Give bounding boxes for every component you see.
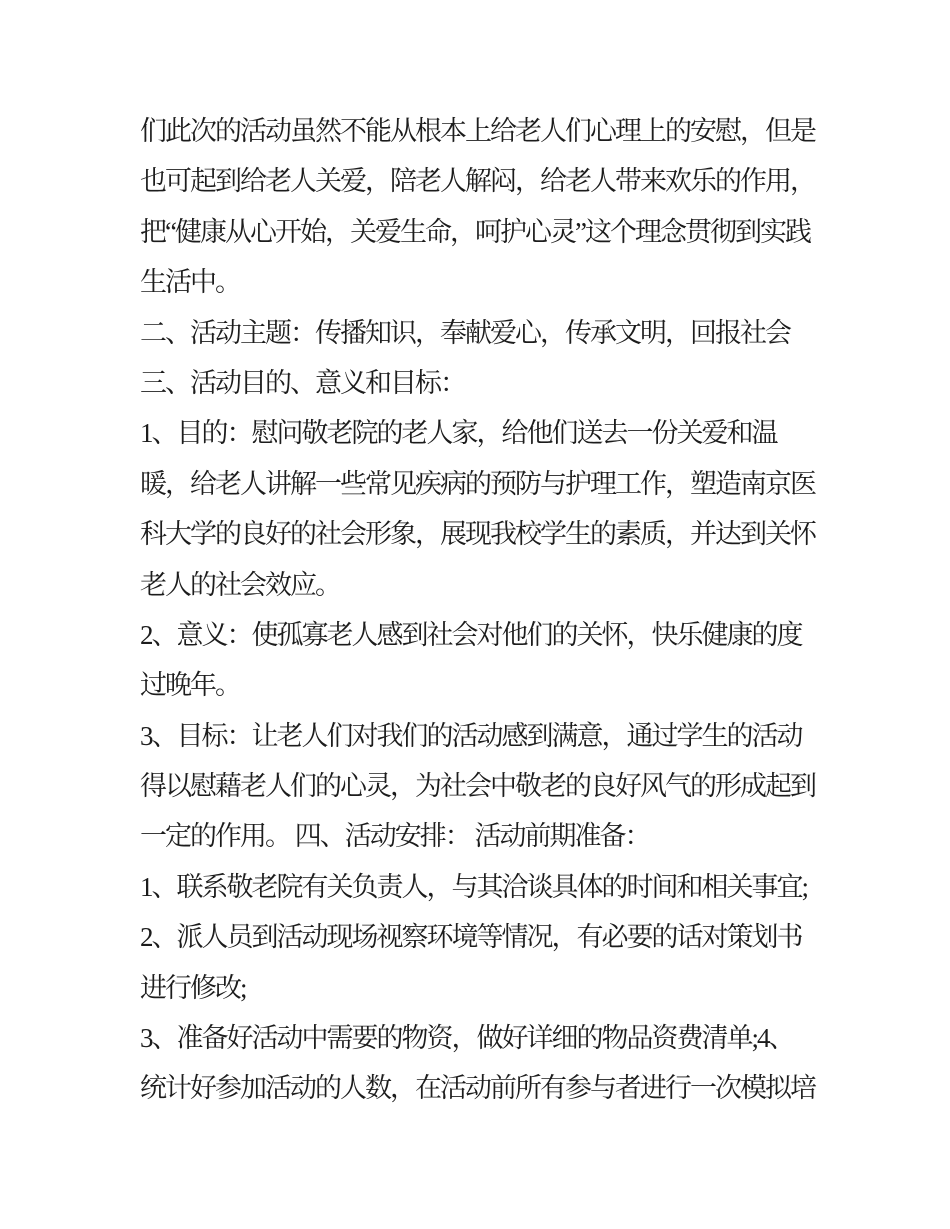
text-line: 暖，给老人讲解一些常见疾病的预防与护理工作，塑造南京医 — [140, 468, 815, 499]
text-line: 把“健康从心开始，关爱生命，呵护心灵”这个理念贯彻到实践 — [140, 216, 810, 247]
text-line: 也可起到给老人关爱，陪老人解闷，给老人带来欢乐的作用， — [140, 166, 815, 197]
text-line: 三、活动目的、意义和目标： — [140, 367, 465, 398]
text-line: 3、准备好活动中需要的物资，做好详细的物品资费清单;4、 — [140, 1023, 794, 1054]
text-line: 们此次的活动虽然不能从根本上给老人们心理上的安慰，但是 — [140, 116, 815, 146]
document-body — [140, 106, 830, 1114]
text-line: 1、联系敬老院有关负责人，与其洽谈具体的时间和相关事宜; — [140, 871, 808, 902]
text-line: 一定的作用。 四、活动安排： 活动前期准备： — [140, 821, 650, 852]
text-line: 2、意义：使孤寡老人感到社会对他们的关怀，快乐健康的度 — [140, 619, 802, 650]
text-line: 二、活动主题：传播知识，奉献爱心，传承文明，回报社会 — [140, 317, 790, 348]
text-line: 统计好参加活动的人数，在活动前所有参与者进行一次模拟培 — [140, 1073, 815, 1104]
text-line: 2、派人员到活动现场视察环境等情况，有必要的话对策划书 — [140, 922, 802, 953]
text-line: 过晚年。 — [140, 670, 240, 701]
text-line: 科大学的良好的社会形象，展现我校学生的素质，并达到关怀 — [140, 519, 815, 550]
text-line: 生活中。 — [140, 267, 240, 298]
text-line: 老人的社会效应。 — [140, 569, 340, 600]
text-line: 3、目标：让老人们对我们的活动感到满意，通过学生的活动 — [140, 720, 802, 751]
text-line: 得以慰藉老人们的心灵，为社会中敬老的良好风气的形成起到 — [140, 771, 815, 802]
text-line: 进行修改; — [140, 972, 246, 1003]
text-line: 1、目的：慰问敬老院的老人家，给他们送去一份关爱和温 — [140, 418, 777, 449]
